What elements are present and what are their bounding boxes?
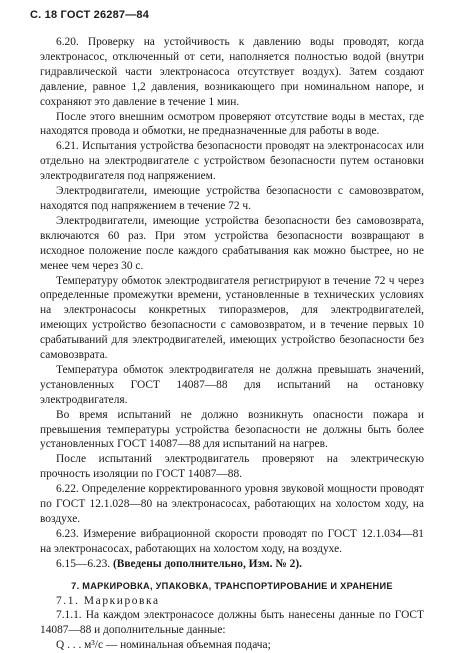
paragraph-no-self-reset: Электродвигатели, имеющие устройства безопасности без самовозврата, включаются 60 раз. При этом устройства безопасности возвращают в исходное положение после каждого срабатывания как можно быстрее, но не менее чем через 30 с.	[40, 214, 424, 272]
item-7-1-1: 7.1.1. На каждом электронасосе должны быть нанесены данные по ГОСТ 14087—88 и дополнительные данные:	[40, 609, 424, 637]
paragraph-fire-hazard: Во время испытаний не должно возникнуть опасности пожара и превышения температуры устройства безопасности не должны быть более установленных ГОСТ 14087—88 для испытаний на нагрев.	[40, 408, 424, 451]
paragraph-self-reset: Электродвигатели, имеющие устройства безопасности с самовозвратом, находятся под напряжением в течение 72 ч.	[40, 185, 424, 212]
paragraph-6-20: 6.20. Проверку на устойчивость к давлению воды проводят, когда электронасос, отключенный от сети, наполняется полностью водой (внутри гидравлической части электронасоса отсутствует воздух). Затем создают давление, равное 1,2 давления, возникающего при номинальном напоре, и сохраняют это давление в течение 1 мин.	[40, 36, 424, 108]
document-body	[40, 35, 424, 653]
paragraph-6-22: 6.22. Определение корректированного уровня звуковой мощности проводят по ГОСТ 12.1.028—80 на электронасосах, работающих на холостом ходу, на воздухе.	[40, 483, 424, 525]
amendment-text: (Введены дополнительно, Изм. № 2).	[112, 557, 302, 570]
paragraph-temperature-recording: Температуру обмоток электродвигателя регистрируют в течение 72 ч через определенные промежутки времени, установленные в технических условиях на электронасосы конкретных типоразмеров, для электродвигателей, имеющих устройство безопасности с самовозвратом, и в течение первых 10 срабатываний для электродвигателей, имеющих устройство безопасности без самовозврата.	[40, 274, 424, 362]
page-header: С. 18 ГОСТ 26287—84	[30, 9, 150, 21]
paragraph-6-21: 6.21. Испытания устройства безопасности проводят на электронасосах или отдельно на электродвигателе с устройством безопасности путем остановки электродвигателя под напряжением.	[40, 140, 424, 183]
amendment-range: 6.15—6.23.	[56, 557, 111, 570]
paragraph-inspection: После этого внешним осмотром проверяют отсутствие воды в местах, где находятся провода и обмотки, не предназначенные для работы в воде.	[40, 110, 424, 138]
paragraph-temperature-limit: Температура обмоток электродвигателя не должна превышать значений, установленных ГОСТ 14087—88 для испытаний на остановку электродвигателя.	[40, 363, 424, 406]
paragraph-6-23: 6.23. Измерение вибрационной скорости проводят по ГОСТ 12.1.034—81 на электронасосах, работающих на холостом ходу, на воздухе.	[40, 527, 424, 555]
amendment-note	[40, 557, 424, 572]
item-flow-rate: Q . . . м³/с — номинальная объемная подача;	[56, 639, 271, 652]
section-7-title: 7. МАРКИРОВКА, УПАКОВКА, ТРАНСПОРТИРОВАНИЕ И ХРАНЕНИЕ	[71, 580, 393, 591]
paragraph-dielectric-strength: После испытаний электродвигатель проверяют на электрическую прочность изоляции по ГОСТ 14087—88.	[40, 453, 424, 481]
subsection-7-1	[40, 594, 424, 609]
subsection-7-1-label: 7.1. Маркировка	[56, 594, 160, 607]
